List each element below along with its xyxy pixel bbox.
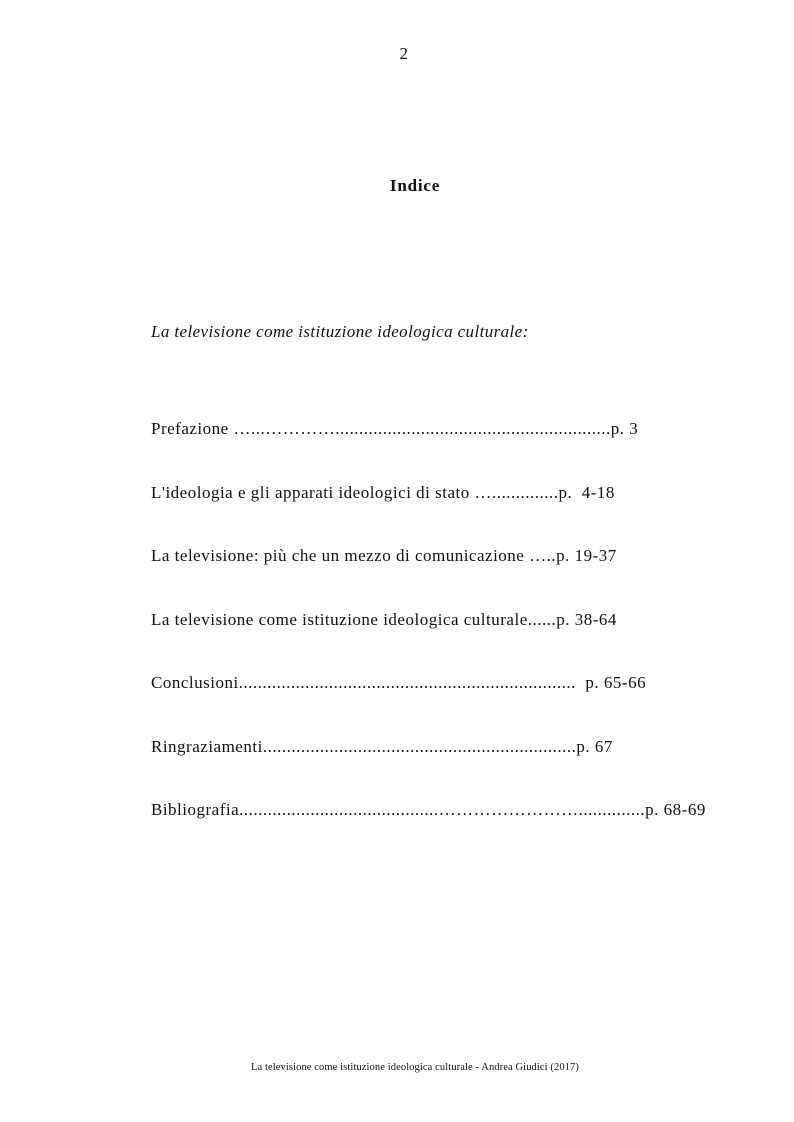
toc-entry-pages: p. 3 (610, 419, 639, 438)
toc-entry-leader: ....................................................................... (238, 673, 581, 692)
toc-entry-label: Bibliografia (151, 800, 240, 819)
toc-entry-label: La televisione: più che un mezzo di comunicazione (151, 546, 530, 565)
toc-entry-conclusioni (151, 672, 706, 736)
page-footer: La televisione come istituzione ideologica culturale - Andrea Giudici (2017) (250, 1062, 580, 1073)
toc-entry-leader: ….............. (474, 482, 559, 502)
page-number: 2 (399, 44, 409, 63)
page-title: Indice (389, 176, 441, 195)
table-of-contents (151, 418, 706, 863)
toc-entry-pages: p. 65-66 (580, 673, 647, 692)
toc-entry-pages: p. 4-18 (558, 482, 615, 502)
toc-entry-pages: p. 68-69 (645, 800, 706, 819)
toc-entry-istituzione (151, 609, 706, 673)
toc-entry-pages: p. 67 (576, 736, 613, 756)
toc-entry-leader: .................................................................. (262, 736, 577, 756)
toc-entry-ringraziamenti (151, 736, 706, 800)
toc-entry-pages: p. 38-64 (556, 609, 617, 629)
document-subtitle: La televisione come istituzione ideologica culturale: (151, 322, 529, 341)
toc-entry-label: Conclusioni (151, 673, 239, 692)
toc-entry-ideologia (151, 482, 706, 546)
toc-entry-label: L'ideologia e gli apparati ideologici di stato (151, 482, 475, 502)
toc-entry-leader: ….. (529, 546, 557, 565)
toc-entry-mezzo-comunicazione (151, 545, 706, 609)
toc-entry-label: Ringraziamenti (151, 736, 263, 756)
toc-entry-bibliografia (151, 799, 706, 863)
toc-entry-prefazione (151, 418, 706, 482)
toc-entry-leader: ..........................................…………………….............. (239, 800, 646, 819)
toc-entry-label: La televisione come istituzione ideologica culturale (151, 609, 528, 629)
toc-entry-pages: p. 19-37 (556, 546, 617, 565)
toc-entry-leader: …...………….......................................................... (233, 419, 611, 438)
toc-entry-leader: ...... (527, 609, 557, 629)
toc-entry-label: Prefazione (151, 419, 234, 438)
